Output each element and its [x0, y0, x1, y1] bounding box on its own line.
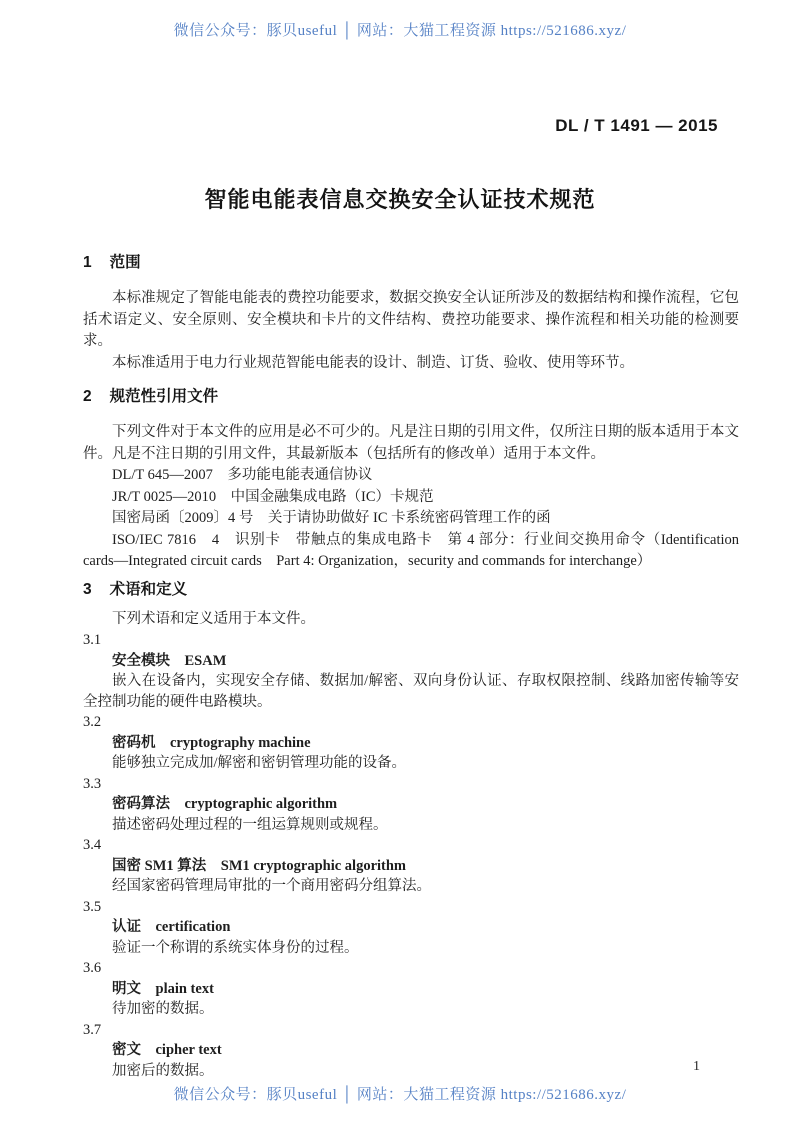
section-title: 规范性引用文件 — [109, 388, 219, 405]
term-definition: 待加密的数据。 — [112, 1001, 214, 1017]
scope-paragraph-1: 本标准规定了智能电能表的费控功能要求，数据交换安全认证所涉及的数据结构和操作流程，它包括术语定义、安全原则、安全模块和卡片的文件结构、费控功能要求、操作流程和相关功能的检测要求。 — [83, 290, 739, 349]
reference-item: ISO/IEC 7816 4 识别卡 带触点的集成电路卡 第 4 部分：行业间交换用命令（Identification cards—Integrated circuit cards Part 4: Organization，security and commands for interchange） — [83, 531, 739, 569]
spacer — [83, 274, 739, 288]
section-title: 术语和定义 — [109, 580, 188, 598]
document-title: 智能电能表信息交换安全认证技术规范 — [204, 187, 596, 212]
section-number: 1 — [83, 254, 92, 271]
section-heading-scope — [83, 252, 739, 274]
term-definition: 验证一个称谓的系统实体身份的过程。 — [112, 939, 359, 956]
document-body — [83, 252, 739, 1081]
standard-code: DL / T 1491 — 2015 — [555, 116, 718, 135]
term-name: 国密 SM1 算法 SM1 cryptographic algorithm — [112, 857, 407, 874]
term-definition: 加密后的数据。 — [112, 1062, 214, 1079]
term-name: 密文 cipher text — [112, 1042, 222, 1058]
term-name: 认证 certification — [112, 919, 231, 935]
term-number: 3.4 — [83, 837, 102, 853]
term-block — [83, 958, 739, 1020]
watermark-top: 微信公众号：豚贝useful │ 网站：大猫工程资源 https://521686.xyz/ — [173, 23, 627, 39]
term-name: 明文 plain text — [112, 980, 214, 997]
term-number: 3.3 — [83, 775, 102, 792]
term-number: 3.5 — [83, 898, 102, 915]
term-number: 3.1 — [83, 632, 102, 648]
references-intro: 下列文件对于本文件的应用是必不可少的。凡是注日期的引用文件，仅所注日期的版本适用于本文件。凡是不注日期的引用文件，其最新版本（包括所有的修改单）适用于本文件。 — [83, 424, 739, 462]
term-block — [83, 835, 739, 897]
section-number: 3 — [83, 580, 92, 598]
page-number: 1 — [693, 1059, 700, 1074]
scope-paragraph-2: 本标准适用于电力行业规范智能电能表的设计、制造、订货、验收、使用等环节。 — [112, 354, 634, 371]
section-heading-terms — [83, 579, 739, 601]
term-number: 3.2 — [83, 714, 102, 730]
term-name: 安全模块 ESAM — [112, 652, 227, 669]
watermark-bottom: 微信公众号：豚贝useful │ 网站：大猫工程资源 https://521686.xyz/ — [173, 1087, 627, 1103]
term-definition: 描述密码处理过程的一组运算规则或规程。 — [112, 816, 388, 833]
term-name: 密码算法 cryptographic algorithm — [112, 796, 338, 812]
term-definition: 嵌入在设备内，实现安全存储、数据加/解密、双向身份认证、存取权限控制、线路加密传输等安全控制功能的硬件电路模块。 — [83, 673, 739, 710]
reference-item: DL/T 645—2007 多功能电能表通信协议 — [112, 467, 373, 483]
term-block — [83, 630, 739, 712]
section-number: 2 — [83, 388, 92, 405]
term-number: 3.7 — [83, 1021, 102, 1038]
term-block — [83, 1020, 739, 1082]
term-name: 密码机 cryptography machine — [112, 734, 311, 751]
term-block — [83, 897, 739, 959]
term-number: 3.6 — [83, 960, 102, 976]
term-block — [83, 774, 739, 836]
section-title: 范围 — [109, 254, 141, 271]
term-block — [83, 712, 739, 774]
terms-intro: 下列术语和定义适用于本文件。 — [112, 610, 315, 627]
reference-item: 国密局函〔2009〕4 号 关于请协助做好 IC 卡系统密码管理工作的函 — [112, 510, 551, 526]
term-definition: 经国家密码管理局审批的一个商用密码分组算法。 — [112, 878, 431, 894]
term-definition: 能够独立完成加/解密和密钥管理功能的设备。 — [112, 755, 407, 771]
reference-item: JR/T 0025—2010 中国金融集成电路（IC）卡规范 — [112, 488, 434, 505]
section-heading-references — [83, 386, 739, 408]
terms-list — [83, 630, 739, 1081]
spacer — [83, 408, 739, 422]
